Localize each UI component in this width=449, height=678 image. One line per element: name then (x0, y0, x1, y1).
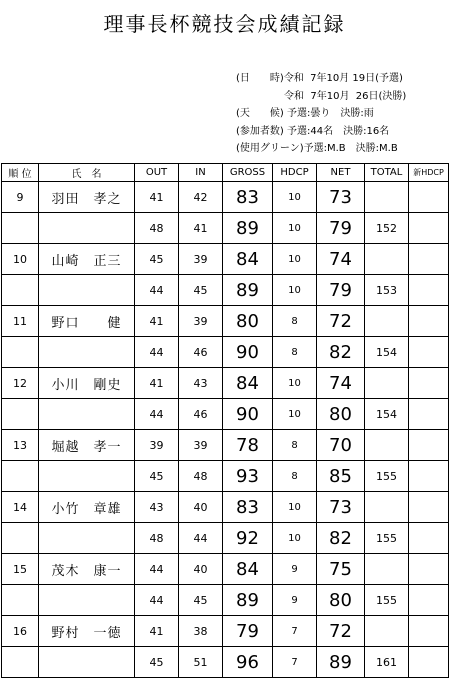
hdcp-cell: 9 (273, 554, 317, 585)
name-cell: 小川 剛史 (39, 368, 135, 399)
hdcp-cell: 10 (273, 399, 317, 430)
table-row (2, 554, 449, 585)
hdcp-cell: 10 (273, 368, 317, 399)
hdcp-cell: 8 (273, 461, 317, 492)
rank-cell: 14 (2, 492, 39, 523)
hdcp-cell: 8 (273, 430, 317, 461)
net-cell: 75 (317, 554, 365, 585)
date-prelim: 令和 7年10月 19日(予選) (283, 73, 403, 84)
gross-cell: 78 (223, 430, 273, 461)
hdcp-cell: 9 (273, 585, 317, 616)
net-cell: 79 (317, 213, 365, 244)
header-total: TOTAL (365, 164, 409, 182)
total-cell (365, 182, 409, 213)
out-cell: 45 (135, 461, 179, 492)
new-hdcp-cell (409, 430, 449, 461)
out-cell: 41 (135, 306, 179, 337)
rank-cell: 9 (2, 182, 39, 213)
net-cell: 89 (317, 647, 365, 678)
in-cell: 44 (179, 523, 223, 554)
gross-cell: 89 (223, 275, 273, 306)
out-cell: 48 (135, 213, 179, 244)
net-cell: 85 (317, 461, 365, 492)
rank-cell: 16 (2, 616, 39, 647)
gross-cell: 79 (223, 616, 273, 647)
out-cell: 41 (135, 616, 179, 647)
out-cell: 43 (135, 492, 179, 523)
name-cell: 茂木 康一 (39, 554, 135, 585)
out-cell: 44 (135, 554, 179, 585)
hdcp-cell: 10 (273, 244, 317, 275)
hdcp-cell: 8 (273, 337, 317, 368)
net-cell: 80 (317, 585, 365, 616)
weather-value: 予選:曇り 決勝:雨 (287, 108, 374, 119)
table-row (2, 523, 449, 554)
total-cell: 152 (365, 213, 409, 244)
new-hdcp-cell (409, 182, 449, 213)
new-hdcp-cell (409, 616, 449, 647)
gross-cell: 83 (223, 492, 273, 523)
name-cell (39, 585, 135, 616)
table-row (2, 399, 449, 430)
in-cell: 39 (179, 430, 223, 461)
rank-cell: 15 (2, 554, 39, 585)
rank-cell (2, 461, 39, 492)
date-final: 令和 7年10月 26日(決勝) (284, 90, 407, 102)
rank-cell (2, 275, 39, 306)
participants-line (236, 123, 406, 141)
name-cell (39, 337, 135, 368)
name-cell (39, 461, 135, 492)
header-out: OUT (135, 164, 179, 182)
net-cell: 72 (317, 616, 365, 647)
in-cell: 41 (179, 213, 223, 244)
hdcp-cell: 10 (273, 182, 317, 213)
table-row (2, 337, 449, 368)
name-cell (39, 399, 135, 430)
rank-cell (2, 337, 39, 368)
hdcp-cell: 7 (273, 647, 317, 678)
header-hdcp: HDCP (273, 164, 317, 182)
header-new-hdcp: 新HDCP (409, 164, 449, 182)
name-cell: 羽田 孝之 (39, 182, 135, 213)
participants-value: 予選:44名 決勝:16名 (287, 125, 390, 137)
gross-cell: 89 (223, 213, 273, 244)
net-cell: 74 (317, 368, 365, 399)
out-cell: 48 (135, 523, 179, 554)
total-cell: 161 (365, 647, 409, 678)
net-cell: 70 (317, 430, 365, 461)
rank-cell (2, 523, 39, 554)
rank-cell (2, 585, 39, 616)
net-cell: 73 (317, 182, 365, 213)
in-cell: 39 (179, 244, 223, 275)
hdcp-cell: 10 (273, 492, 317, 523)
net-cell: 74 (317, 244, 365, 275)
total-cell (365, 244, 409, 275)
gross-cell: 92 (223, 523, 273, 554)
net-cell: 82 (317, 523, 365, 554)
new-hdcp-cell (409, 244, 449, 275)
new-hdcp-cell (409, 554, 449, 585)
total-cell: 154 (365, 399, 409, 430)
gross-cell: 84 (223, 554, 273, 585)
table-row (2, 368, 449, 399)
new-hdcp-cell (409, 275, 449, 306)
in-cell: 42 (179, 182, 223, 213)
event-info (236, 70, 406, 158)
gross-cell: 80 (223, 306, 273, 337)
in-cell: 46 (179, 399, 223, 430)
rank-cell: 10 (2, 244, 39, 275)
new-hdcp-cell (409, 492, 449, 523)
in-cell: 46 (179, 337, 223, 368)
rank-cell (2, 647, 39, 678)
green-line (236, 140, 406, 158)
hdcp-cell: 7 (273, 616, 317, 647)
total-cell (365, 430, 409, 461)
table-row (2, 182, 449, 213)
total-cell (365, 306, 409, 337)
hdcp-cell: 10 (273, 213, 317, 244)
new-hdcp-cell (409, 337, 449, 368)
total-cell: 155 (365, 461, 409, 492)
gross-cell: 96 (223, 647, 273, 678)
name-cell (39, 213, 135, 244)
out-cell: 45 (135, 647, 179, 678)
total-cell: 153 (365, 275, 409, 306)
in-cell: 48 (179, 461, 223, 492)
green-value: 予選:M.B 決勝:M.B (303, 143, 398, 154)
net-cell: 82 (317, 337, 365, 368)
table-row (2, 461, 449, 492)
gross-cell: 93 (223, 461, 273, 492)
in-cell: 45 (179, 275, 223, 306)
name-cell: 野口 健 (39, 306, 135, 337)
weather-line (236, 105, 406, 123)
out-cell: 41 (135, 182, 179, 213)
hdcp-cell: 10 (273, 275, 317, 306)
name-cell: 小竹 章雄 (39, 492, 135, 523)
gross-cell: 89 (223, 585, 273, 616)
rank-cell: 12 (2, 368, 39, 399)
in-cell: 38 (179, 616, 223, 647)
table-row (2, 616, 449, 647)
new-hdcp-cell (409, 523, 449, 554)
new-hdcp-cell (409, 647, 449, 678)
date-final-line (236, 88, 406, 106)
in-cell: 39 (179, 306, 223, 337)
table-row (2, 492, 449, 523)
new-hdcp-cell (409, 306, 449, 337)
rank-cell (2, 399, 39, 430)
header-net: NET (317, 164, 365, 182)
out-cell: 44 (135, 337, 179, 368)
table-row (2, 275, 449, 306)
date-line (236, 70, 406, 88)
name-cell: 山崎 正三 (39, 244, 135, 275)
results-table (1, 163, 449, 678)
header-gross: GROSS (223, 164, 273, 182)
total-cell: 155 (365, 585, 409, 616)
net-cell: 73 (317, 492, 365, 523)
gross-cell: 84 (223, 368, 273, 399)
out-cell: 44 (135, 399, 179, 430)
new-hdcp-cell (409, 585, 449, 616)
weather-label: (天 候) (236, 108, 284, 119)
new-hdcp-cell (409, 399, 449, 430)
total-cell: 155 (365, 523, 409, 554)
header-name: 氏 名 (39, 164, 135, 182)
new-hdcp-cell (409, 461, 449, 492)
out-cell: 41 (135, 368, 179, 399)
total-cell (365, 368, 409, 399)
in-cell: 40 (179, 492, 223, 523)
net-cell: 72 (317, 306, 365, 337)
out-cell: 44 (135, 275, 179, 306)
hdcp-cell: 10 (273, 523, 317, 554)
gross-cell: 84 (223, 244, 273, 275)
in-cell: 40 (179, 554, 223, 585)
new-hdcp-cell (409, 368, 449, 399)
new-hdcp-cell (409, 213, 449, 244)
net-cell: 80 (317, 399, 365, 430)
gross-cell: 90 (223, 337, 273, 368)
rank-cell (2, 213, 39, 244)
table-row (2, 213, 449, 244)
header-row (2, 164, 449, 182)
table-row (2, 306, 449, 337)
header-in: IN (179, 164, 223, 182)
total-cell (365, 554, 409, 585)
out-cell: 39 (135, 430, 179, 461)
net-cell: 79 (317, 275, 365, 306)
green-label: (使用グリーン) (236, 143, 304, 154)
out-cell: 45 (135, 244, 179, 275)
rank-cell: 11 (2, 306, 39, 337)
table-row (2, 244, 449, 275)
gross-cell: 90 (223, 399, 273, 430)
table-row (2, 647, 449, 678)
in-cell: 43 (179, 368, 223, 399)
out-cell: 44 (135, 585, 179, 616)
total-cell: 154 (365, 337, 409, 368)
total-cell (365, 616, 409, 647)
results-body (2, 182, 449, 678)
hdcp-cell: 8 (273, 306, 317, 337)
name-cell (39, 523, 135, 554)
document-title: 理事長杯競技会成績記録 (103, 12, 346, 36)
name-cell (39, 647, 135, 678)
header-rank: 順 位 (2, 164, 39, 182)
gross-cell: 83 (223, 182, 273, 213)
name-cell: 堀越 孝一 (39, 430, 135, 461)
name-cell: 野村 一徳 (39, 616, 135, 647)
rank-cell: 13 (2, 430, 39, 461)
in-cell: 45 (179, 585, 223, 616)
table-row (2, 585, 449, 616)
date-label: (日 時) (236, 73, 284, 84)
total-cell (365, 492, 409, 523)
in-cell: 51 (179, 647, 223, 678)
table-row (2, 430, 449, 461)
name-cell (39, 275, 135, 306)
participants-label: (参加者数) (236, 125, 284, 137)
